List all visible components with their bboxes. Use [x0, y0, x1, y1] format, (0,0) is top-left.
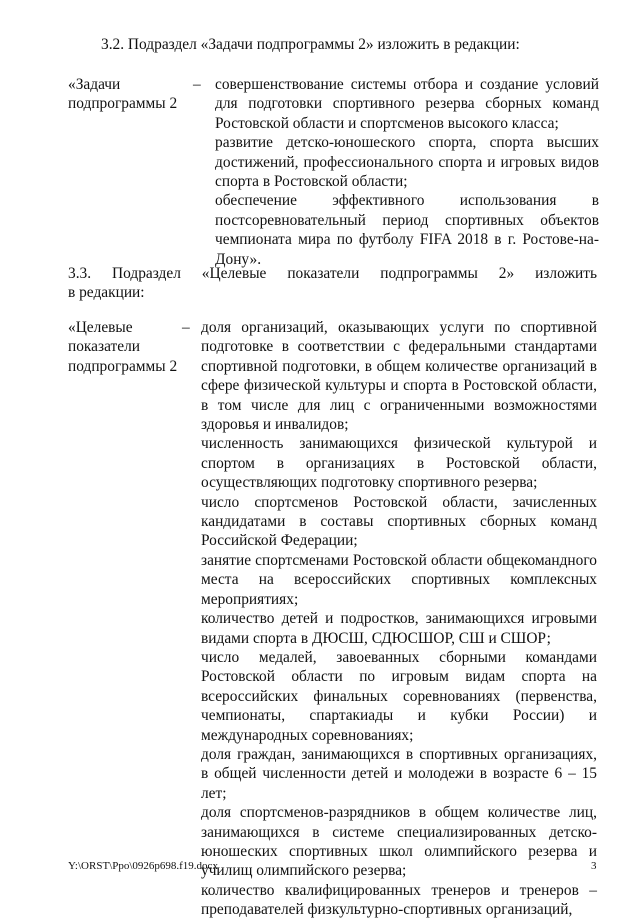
label-line: подпрограммы 2	[68, 95, 178, 113]
indicator-item: доля организаций, оказывающих услуги по спортивной подготовке в соответствии с федеральными стандартами спортивной подготовки, в общем количестве организаций в сфере физической культуры и спорта в Ростовской области, в том числе для лиц с ограниченными возможностями здоровья и инвалидов;	[201, 319, 597, 434]
section-3-3-heading-line2: в редакции:	[68, 284, 145, 301]
label-line: «Задачи	[68, 76, 121, 93]
task-item: обеспечение эффективного использования в постсоревновательный период спортивных объектов чемпионата мира по футболу FIFA 2018 в г. Ростове-на-Дону».	[215, 192, 599, 268]
label-line: «Целевые	[68, 319, 133, 336]
section-3-3-label	[68, 318, 193, 376]
page-number: 3	[591, 860, 597, 872]
indicator-item: занятие спортсменами Ростовской области общекомандного места на всероссийских спортивных комплексных мероприятиях;	[201, 551, 597, 608]
footer-file-path: Y:\ORST\Ppo\0926p698.f19.docx	[68, 860, 218, 872]
section-3-2-items	[215, 75, 599, 269]
section-3-2-heading: 3.2. Подраздел «Задачи подпрограммы 2» изложить в редакции:	[101, 36, 520, 53]
indicator-item: количество детей и подростков, занимающихся игровыми видами спорта в ДЮСШ, СДЮСШОР, СШ и СШОР;	[201, 610, 597, 647]
indicator-item: доля спортсменов-разрядников в общем количестве лиц, занимающихся в системе специализированных детско-юношеских спортивных школ олимпийского резерва и училищ олимпийского резерва;	[201, 804, 597, 880]
indicator-item: число спортсменов Ростовской области, зачисленных кандидатами в составы спортивных сборных команд Российской Федерации;	[201, 493, 597, 550]
task-item: совершенствование системы отбора и создание условий для подготовки спортивного резерва сборных команд Ростовской области и спортсменов высокого класса;	[215, 76, 599, 132]
indicator-item: численность занимающихся физической культурой и спортом в организациях в Ростовской области, осуществляющих подготовку спортивного резерва;	[201, 435, 597, 492]
label-line: показатели	[68, 338, 140, 356]
dash-separator: –	[193, 76, 201, 93]
task-item: развитие детско-юношеского спорта, спорта высших достижений, профессионального спорта и игровых видов спорта в Ростовской области;	[215, 134, 599, 191]
section-3-3-heading-line1: 3.3. Подраздел «Целевые показатели подпрограммы 2» изложить	[68, 265, 597, 282]
label-line: подпрограммы 2	[68, 357, 178, 375]
section-3-3-items	[201, 318, 597, 920]
indicator-item: количество квалифицированных тренеров и тренеров – преподавателей физкультурно-спортивных организаций,	[201, 881, 597, 919]
section-3-2-label	[68, 75, 193, 114]
indicator-item: доля граждан, занимающихся в спортивных организациях, в общей численности детей и молодежи в возрасте 6 – 15 лет;	[201, 745, 597, 802]
dash-separator: –	[182, 319, 190, 336]
indicator-item: число медалей, завоеванных сборными командами Ростовской области по игровым видам спорта на всероссийских финальных соревнованиях (первенства, чемпионаты, спартакиады и кубки России) и международных соревнованиях;	[201, 648, 597, 744]
